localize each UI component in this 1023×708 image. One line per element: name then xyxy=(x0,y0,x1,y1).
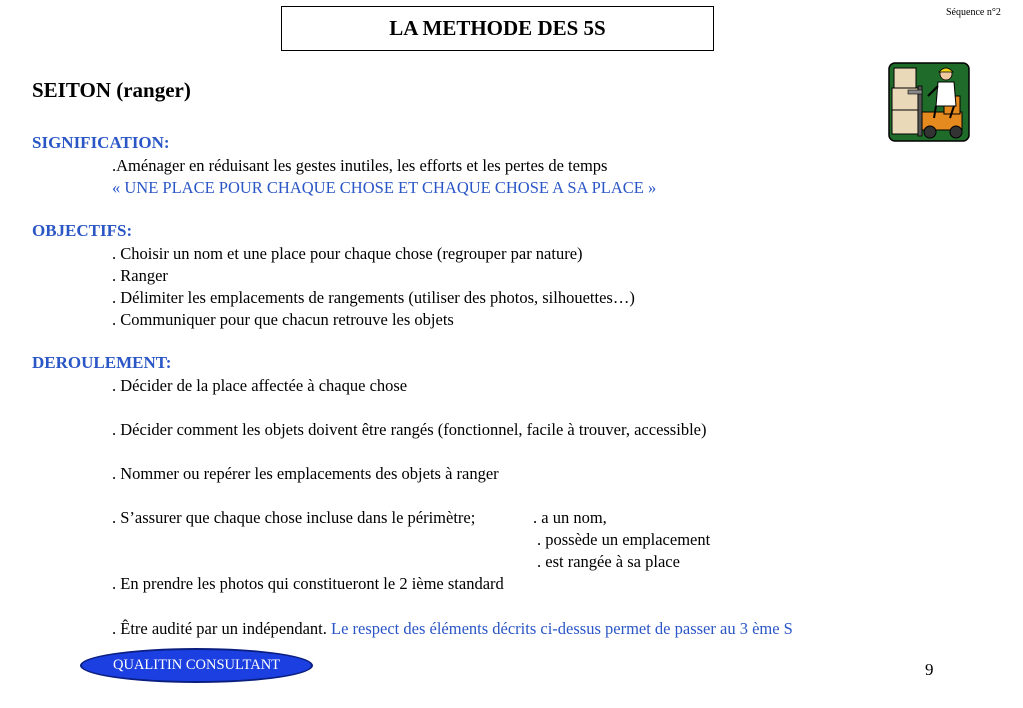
deroulement-step-final xyxy=(112,619,793,639)
signification-line: .Aménager en réduisant les gestes inutiles, les efforts et les pertes de temps xyxy=(112,156,608,175)
deroulement-step: . En prendre les photos qui constitueront le 2 ième standard xyxy=(112,574,504,593)
deroulement-subitem: . possède un emplacement xyxy=(537,530,711,549)
deroulement-label: DEROULEMENT: xyxy=(32,353,172,372)
deroulement-subitem: . est rangée à sa place xyxy=(537,552,680,571)
page-number: 9 xyxy=(925,660,934,679)
section-heading: SEITON (ranger) xyxy=(32,78,191,102)
objectif-item: . Choisir un nom et une place pour chaque chose (regrouper par nature) xyxy=(112,244,583,263)
brand-name: QUALITIN CONSULTANT xyxy=(112,657,281,673)
signification-label: SIGNIFICATION: xyxy=(32,133,170,152)
objectif-item: . Ranger xyxy=(112,266,168,285)
page-title-text: LA METHODE DES 5S xyxy=(389,16,606,40)
deroulement-subitem: . a un nom, xyxy=(533,508,607,527)
page-title xyxy=(281,6,714,51)
deroulement-note: Le respect des éléments décrits ci-dessus permet de passer au 3 ème S xyxy=(331,619,793,638)
objectif-item: . Délimiter les emplacements de rangements (utiliser des photos, silhouettes…) xyxy=(112,288,635,307)
deroulement-step: . Décider comment les objets doivent être rangés (fonctionnel, facile à trouver, accessible) xyxy=(112,420,707,439)
signification-motto: « UNE PLACE POUR CHAQUE CHOSE ET CHAQUE CHOSE A SA PLACE » xyxy=(112,178,657,197)
deroulement-step: . Décider de la place affectée à chaque chose xyxy=(112,376,408,395)
deroulement-step-text: . Être audité par un indépendant. xyxy=(112,619,327,638)
objectifs-label: OBJECTIFS: xyxy=(32,221,133,240)
sequence-label: Séquence n°2 xyxy=(946,7,1001,18)
objectif-item: . Communiquer pour que chacun retrouve les objets xyxy=(112,310,454,329)
forklift-worker-icon xyxy=(888,62,970,142)
deroulement-step: . S’assurer que chaque chose incluse dans le périmètre; xyxy=(112,508,476,527)
deroulement-step: . Nommer ou repérer les emplacements des objets à ranger xyxy=(112,464,499,483)
brand-badge xyxy=(80,648,313,683)
